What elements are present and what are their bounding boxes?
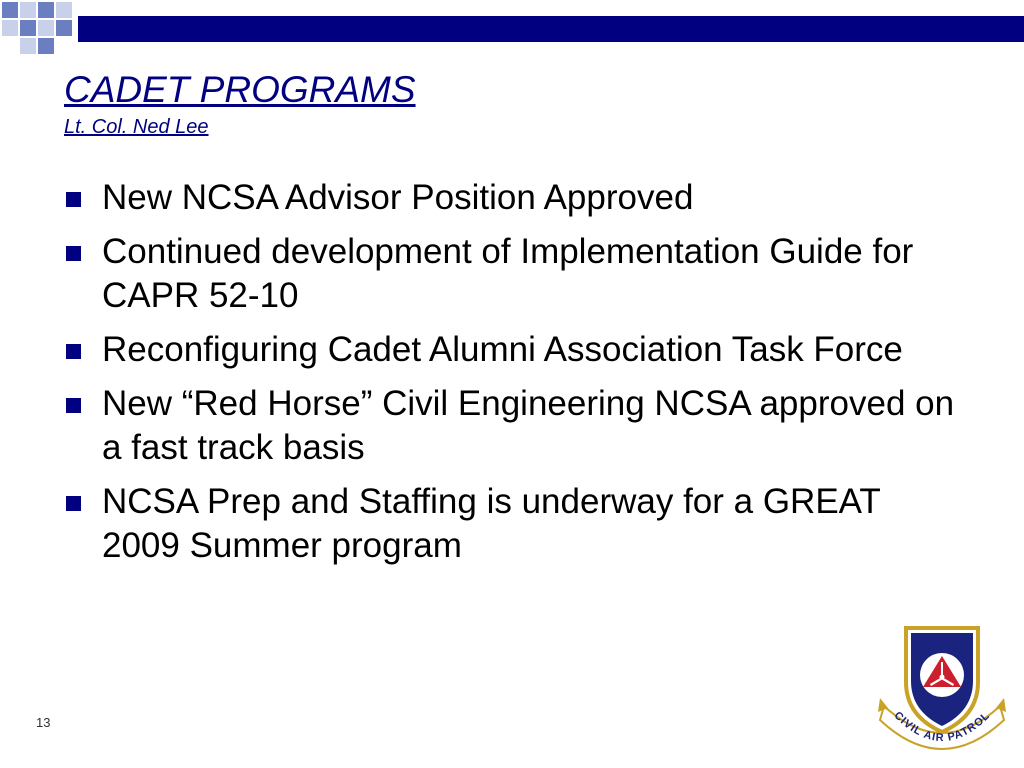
- bullet-item: [66, 480, 966, 568]
- bullet-item: [66, 328, 966, 372]
- corner-squares-decoration: [0, 0, 90, 70]
- bullet-text: Reconfiguring Cadet Alumni Association Task Force: [102, 330, 903, 369]
- bullet-text: Continued development of Implementation Guide for CAPR 52-10: [102, 232, 914, 315]
- top-accent-bar: [78, 16, 1024, 42]
- bullet-item: [66, 230, 966, 318]
- slide-title: CADET PROGRAMS: [64, 69, 416, 110]
- civil-air-patrol-seal-icon: [876, 620, 1008, 752]
- bullet-item: [66, 382, 966, 470]
- logo-ribbon-text: CIVIL AIR PATROL: [891, 709, 993, 745]
- square-bullet-icon: [66, 246, 81, 261]
- bullet-text: New “Red Horse” Civil Engineering NCSA approved on a fast track basis: [102, 384, 955, 467]
- slide-subtitle: Lt. Col. Ned Lee: [64, 116, 209, 138]
- bullet-text: New NCSA Advisor Position Approved: [102, 178, 694, 217]
- square-bullet-icon: [66, 496, 81, 511]
- bullet-text: NCSA Prep and Staffing is underway for a GREAT 2009 Summer program: [102, 482, 881, 565]
- square-bullet-icon: [66, 344, 81, 359]
- title-block: [64, 68, 416, 140]
- square-bullet-icon: [66, 192, 81, 207]
- page-number: 13: [36, 715, 51, 730]
- square-bullet-icon: [66, 398, 81, 413]
- bullet-item: [66, 176, 966, 220]
- bullet-list: [66, 176, 966, 578]
